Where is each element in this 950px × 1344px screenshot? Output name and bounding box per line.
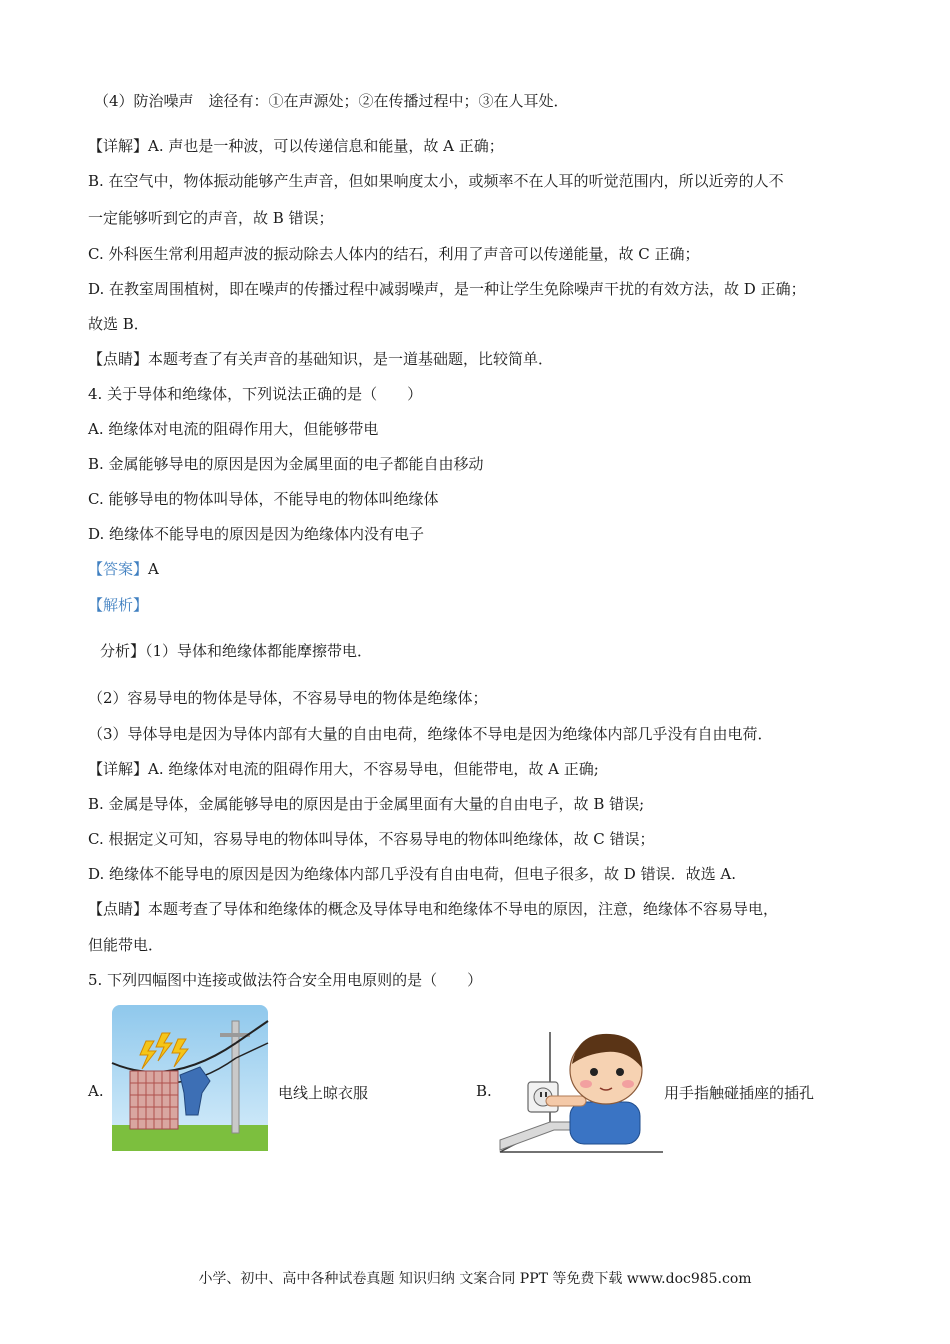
analysis-tag: 【解析】 <box>88 596 149 614</box>
detail-tag: 【详解】 <box>88 760 149 778</box>
q4-stem: 4. 关于导体和绝缘体，下列说法正确的是（ ） <box>88 385 423 403</box>
q3-comment-line <box>88 349 553 369</box>
q3-comment-text: 本题考查了有关声音的基础知识，是一道基础题，比较简单． <box>148 350 554 368</box>
page-footer: 小学、初中、高中各种试卷真题 知识归纳 文案合同 PPT 等免费下载 www.doc985.com <box>198 1271 752 1287</box>
q3-option-c-line: C. 外科医生常利用超声波的振动除去人体内的结石，利用了声音可以传递能量，故 C 正确； <box>88 245 700 263</box>
q4-detail-d: D. 绝缘体不能导电的原因是因为绝缘体内部几乎没有自由电荷，但电子很多，故 D 错误．故选 A. <box>88 865 736 883</box>
q4-answer-line <box>88 559 159 579</box>
q4-option-b: B. 金属能够导电的原因是因为金属里面的电子都能自由移动 <box>88 455 484 473</box>
q4-option-a: A. 绝缘体对电流的阻碍作用大，但能够带电 <box>88 420 379 438</box>
comment-tag: 【点睛】 <box>88 900 149 918</box>
q5-option-b-label: B. <box>476 1082 492 1100</box>
q3-option-b-line: B. 在空气中，物体振动能够产生声音，但如果响度太小，或频率不在人耳的听觉范围内，所以近旁的人不 <box>88 172 784 190</box>
q5-option-b-caption: 用手指触碰插座的插孔 <box>664 1084 815 1102</box>
clothes-on-wire-illustration <box>110 1003 270 1153</box>
q3-detail-text: A. 声也是一种波，可以传递信息和能量，故 A 正确； <box>148 137 504 155</box>
q4-detail-text: A. 绝缘体对电流的阻碍作用大，不容易导电，但能带电，故 A 正确; <box>148 760 599 778</box>
q3-choice-line: 故选 B． <box>88 315 149 333</box>
comment-tag: 【点睛】 <box>88 350 149 368</box>
q4-option-d: D. 绝缘体不能导电的原因是因为绝缘体内没有电子 <box>88 525 425 543</box>
child-touching-socket-illustration <box>498 1030 663 1155</box>
answer-tag: 【答案】 <box>88 560 149 578</box>
q4-option-c: C. 能够导电的物体叫导体，不能导电的物体叫绝缘体 <box>88 490 439 508</box>
q5-stem: 5. 下列四幅图中连接或做法符合安全用电原则的是（ ） <box>88 971 483 989</box>
q5-option-a-label: A. <box>88 1082 104 1100</box>
q4-analysis-2: （2）容易导电的物体是导体，不容易导电的物体是绝缘体； <box>88 689 488 707</box>
q4-comment-line-2: 但能带电． <box>88 936 164 954</box>
q4-comment-line <box>88 899 778 919</box>
q4-detail-c: C. 根据定义可知，容易导电的物体叫导体，不容易导电的物体叫绝缘体，故 C 错误； <box>88 830 655 848</box>
q5-option-a-caption: 电线上晾衣服 <box>278 1084 369 1102</box>
q3-option-d-line: D. 在教室周围植树，即在噪声的传播过程中减弱噪声，是一种让学生免除噪声干扰的有效方法，故 D 正确； <box>88 280 806 298</box>
q4-detail-b: B. 金属是导体，金属能够导电的原因是由于金属里面有大量的自由电子，故 B 错误; <box>88 795 645 813</box>
detail-tag: 【详解】 <box>88 137 149 155</box>
q4-analysis-1: 分析】（1）导体和绝缘体都能摩擦带电． <box>100 642 373 660</box>
q4-comment-text: 本题考查了导体和绝缘体的概念及导体导电和绝缘体不导电的原因，注意，绝缘体不容易导电， <box>148 900 779 918</box>
q3-option-b-line-2: 一定能够听到它的声音，故 B 错误； <box>88 209 334 227</box>
q4-detail-line <box>88 759 599 779</box>
q3-detail-line <box>88 136 504 156</box>
q4-analysis-3: （3）导体导电是因为导体内部有大量的自由电荷，绝缘体不导电是因为绝缘体内部几乎没有自由电荷． <box>88 725 773 743</box>
answer-value: A <box>148 560 159 578</box>
noise-control-line: （4）防治噪声 途径有：①在声源处；②在传播过程中；③在人耳处． <box>94 92 569 110</box>
